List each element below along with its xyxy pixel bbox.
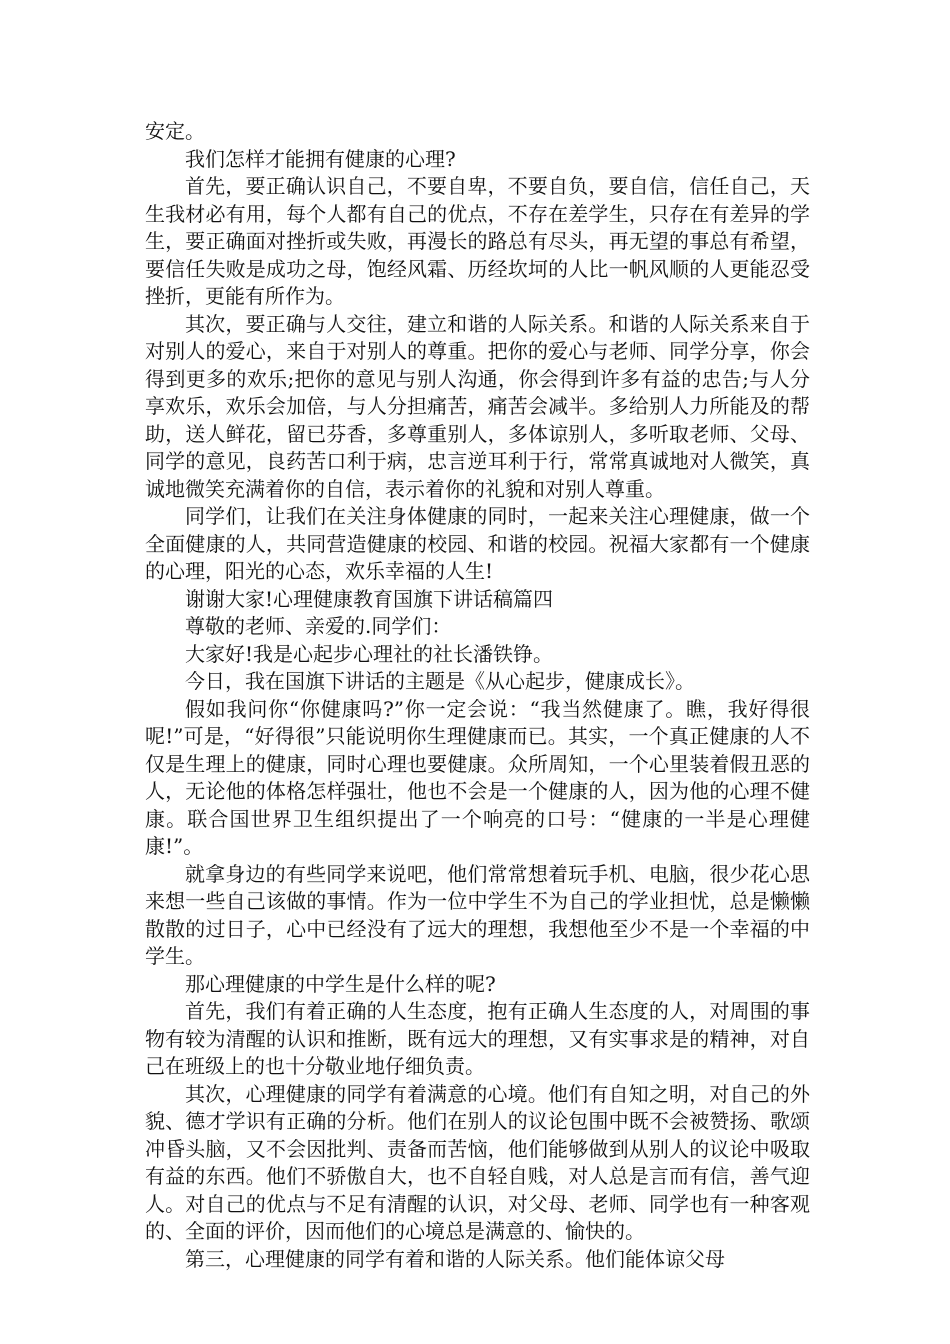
salutation: 尊敬的老师、亲爱的.同学们： <box>185 614 452 638</box>
paragraph: 首先，要正确认识自己，不要自卑，不要自负，要自信，信任自己，天生我材必有用，每个人都有自己的优点，不存在差学生，只存在有差异的学生，要正确面对挫折或失败，再漫长的路总有尽头，再无望的事总有希望，要信任失败是成功之母，饱经风霜、历经坎坷的人比一帆风顺的人更能忍受挫折，更能有所作为。 <box>145 174 810 308</box>
paragraph: 那心理健康的中学生是什么样的呢? <box>185 971 496 996</box>
paragraph: 今日，我在国旗下讲话的主题是《从心起步，健康成长》。 <box>185 669 695 693</box>
paragraph: 假如我问你“你健康吗?”你一定会说：“我当然健康了。瞧，我好得很呢!”可是，“好得很”只能说明你生理健康而已。其实，一个真正健康的人不仅是生理上的健康，同时心理也要健康。众所周知，一个心里装着假丑恶的人，无论他的体格怎样强壮，他也不会是一个健康的人，因为他的心理不健康。联合国世界卫生组织提出了一个响亮的口号：“健康的一半是心理健康!”。 <box>145 696 810 858</box>
paragraph: 大家好!我是心起步心理社的社长潘铁铮。 <box>185 641 554 666</box>
paragraph: 同学们，让我们在关注身体健康的同时，一起来关注心理健康，做一个全面健康的人，共同营造健康的校园、和谐的校园。祝福大家都有一个健康的心理，阳光的心态，欢乐幸福的人生! <box>145 504 810 583</box>
paragraph: 其次，要正确与人交往，建立和谐的人际关系。和谐的人际关系来自于对别人的爱心，来自于对别人的尊重。把你的爱心与老师、同学分享，你会得到更多的欢乐;把你的意见与别人沟通，你会得到许多有益的忠告;与人分享欢乐，欢乐会加倍，与人分担痛苦，痛苦会减半。多给别人力所能及的帮助，送人鲜花，留已芬香，多尊重别人，多体谅别人，多听取老师、父母、同学的意见，良药苦口利于病，忠言逆耳利于行，常常真诚地对人微笑，真诚地微笑充满着你的自信，表示着你的礼貌和对别人尊重。 <box>145 311 810 501</box>
paragraph: 首先，我们有着正确的人生态度，抱有正确人生态度的人，对周围的事物有较为清醒的认识和推断，既有远大的理想，又有实事求是的精神，对自己在班级上的也十分敬业地仔细负责。 <box>145 999 810 1078</box>
paragraph: 第三，心理健康的同学有着和谐的人际关系。他们能体谅父母 <box>185 1246 725 1271</box>
paragraph: 我们怎样才能拥有健康的心理? <box>185 146 456 171</box>
paragraph: 安定。 <box>145 119 205 143</box>
document-body <box>145 118 810 1273</box>
section-heading: 谢谢大家!心理健康教育国旗下讲话稿篇四 <box>185 586 554 611</box>
paragraph: 就拿身边的有些同学来说吧，他们常常想着玩手机、电脑，很少花心思来想一些自己该做的事情。作为一位中学生不为自己的学业担忧，总是懒懒散散的过日子，心中已经没有了远大的理想，我想他至少不是一个幸福的中学生。 <box>145 861 810 968</box>
paragraph: 其次，心理健康的同学有着满意的心境。他们有自知之明，对自己的外貌、德才学识有正确的分析。他们在别人的议论包围中既不会被赞扬、歌颂冲昏头脑，又不会因批判、责备而苦恼，他们能够做到从别人的议论中吸取有益的东西。他们不骄傲自大，也不自轻自贱，对人总是言而有信，善气迎人。对自己的优点与不足有清醒的认识，对父母、老师、同学也有一种客观的、全面的评价，因而他们的心境总是满意的、愉快的。 <box>145 1081 810 1243</box>
